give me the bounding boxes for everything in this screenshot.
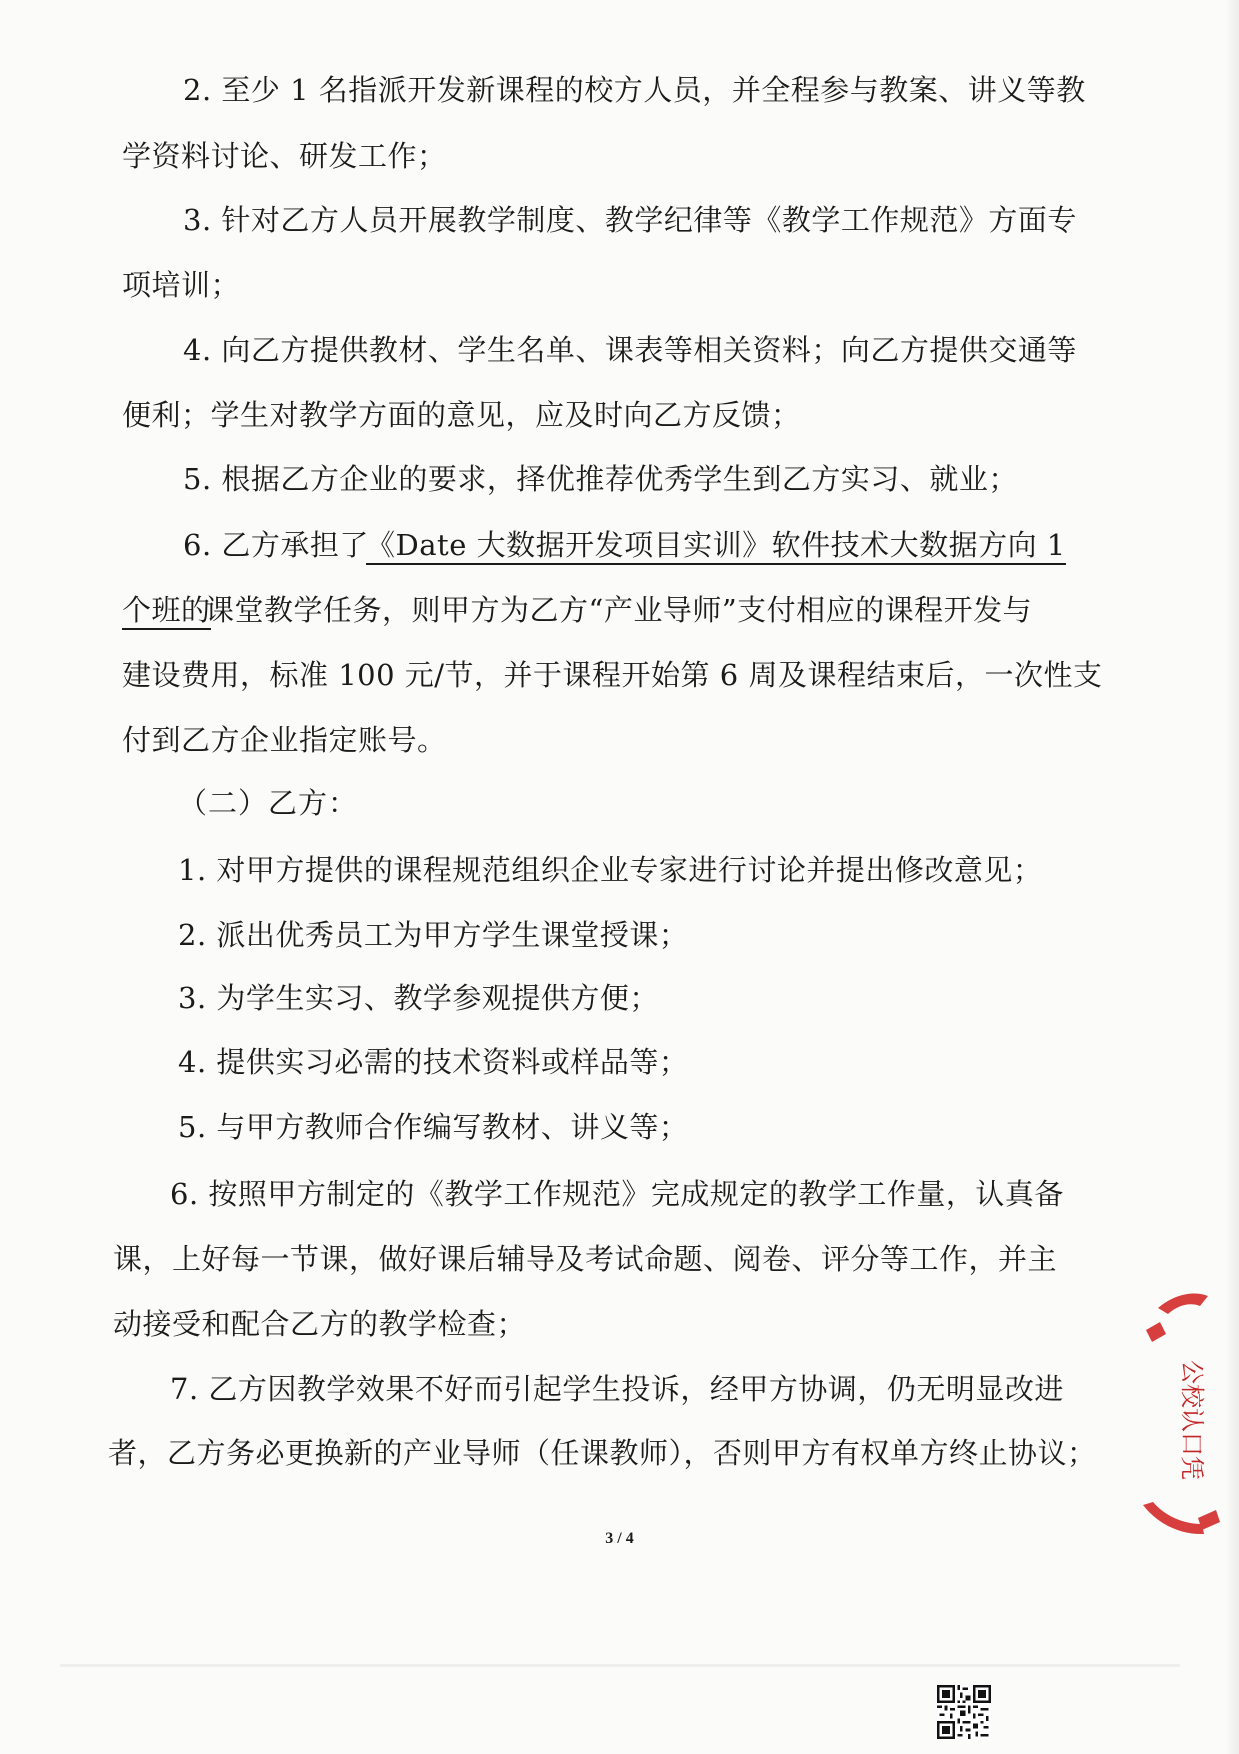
line-text: 5. 根据乙方企业的要求，择优推荐优秀学生到乙方实习、就业； [183, 462, 1018, 496]
section-heading [178, 783, 358, 823]
scan-artifact-line [60, 1664, 1180, 1667]
text-line [178, 850, 1042, 890]
line-text: 便利；学生对教学方面的意见，应及时向乙方反馈； [122, 398, 801, 432]
text-line [183, 200, 1077, 240]
text-line [183, 70, 1086, 110]
line-text: 4. 提供实习必需的技术资料或样品等； [178, 1045, 689, 1079]
line-text: 5. 与甲方教师合作编写教材、讲义等； [178, 1110, 689, 1144]
qr-code-icon [937, 1685, 991, 1739]
text-line [122, 590, 211, 630]
text-line [122, 655, 1102, 695]
line-text: 4. 向乙方提供教材、学生名单、课表等相关资料；向乙方提供交通等 [183, 333, 1077, 367]
line-text: 付到乙方企业指定账号。 [122, 723, 447, 757]
line-text: 7. 乙方因教学效果不好而引起学生投诉，经甲方协调，仍无明显改进 [170, 1372, 1064, 1406]
line-text: 项培训； [122, 268, 241, 302]
line-text: 6. 乙方承担了 [183, 528, 369, 562]
text-line [113, 1239, 1057, 1279]
text-line [170, 1369, 1064, 1409]
text-line [122, 395, 801, 435]
line-text: 者，乙方务必更换新的产业导师（任课教师），否则甲方有权单方终止协议； [108, 1436, 1097, 1470]
text-line [122, 265, 240, 305]
line-text: 建设费用，标准 100 元/节，并于课程开始第 6 周及课程结束后，一次性支 [122, 658, 1103, 692]
text-line [178, 978, 659, 1018]
text-line [113, 1304, 526, 1344]
seal-text: 公校认口凭 [1178, 1360, 1206, 1480]
text-line [183, 459, 1018, 499]
text-line [205, 590, 1032, 630]
text-line [366, 525, 1066, 565]
line-text: 1. 对甲方提供的课程规范组织企业专家进行讨论并提出修改意见； [178, 853, 1043, 887]
line-text: 2. 至少 1 名指派开发新课程的校方人员，并全程参与教案、讲义等教 [183, 73, 1086, 107]
line-text: 课堂教学任务，则甲方为乙方“产业导师”支付相应的课程开发与 [205, 593, 1033, 627]
text-line [108, 1433, 1097, 1473]
underlined-text: 《Date 大数据开发项目实训》软件技术大数据方向 1 [366, 528, 1066, 565]
text-line [178, 915, 688, 955]
text-line [183, 525, 369, 565]
line-text: 3. 针对乙方人员开展教学制度、教学纪律等《教学工作规范》方面专 [183, 203, 1077, 237]
page-number: 3 / 4 [605, 1530, 634, 1547]
text-line [122, 720, 447, 760]
line-text: 动接受和配合乙方的教学检查； [113, 1307, 527, 1341]
underlined-text: 个班的 [122, 593, 211, 630]
line-text: 课，上好每一节课，做好课后辅导及考试命题、阅卷、评分等工作，并主 [113, 1242, 1058, 1276]
line-text: 3. 为学生实习、教学参观提供方便； [178, 981, 659, 1015]
line-text: （二）乙方： [178, 786, 359, 820]
text-line [170, 1174, 1064, 1214]
line-text: 学资料讨论、研发工作； [122, 139, 447, 173]
line-text: 2. 派出优秀员工为甲方学生课堂授课； [178, 918, 689, 952]
line-text: 6. 按照甲方制定的《教学工作规范》完成规定的教学工作量，认真备 [170, 1177, 1064, 1211]
text-line [183, 330, 1077, 370]
text-line [178, 1042, 688, 1082]
text-line [122, 136, 447, 176]
text-line [178, 1107, 688, 1147]
red-seal-stamp [1138, 1290, 1239, 1540]
